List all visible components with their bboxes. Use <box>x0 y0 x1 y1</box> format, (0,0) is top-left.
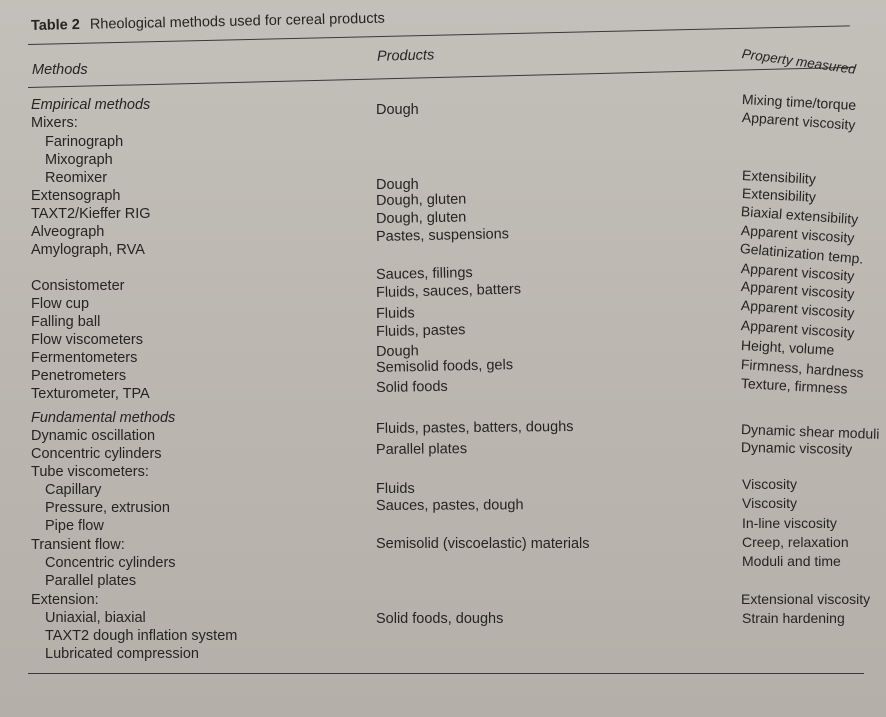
property-cell: Viscosity <box>742 476 797 492</box>
header-methods: Methods <box>32 62 88 78</box>
product-cell: Fluids <box>375 305 415 322</box>
method-section: Empirical methods <box>31 97 151 113</box>
product-cell: Dough <box>375 343 419 360</box>
property-cell: Apparent viscosity <box>740 260 855 284</box>
property-cell: Extensibility <box>741 185 817 205</box>
method-cell: Lubricated compression <box>45 646 199 662</box>
method-cell: TAXT2/Kieffer RIG <box>31 206 151 222</box>
method-cell: Penetrometers <box>31 368 127 384</box>
method-cell: Parallel plates <box>45 573 137 589</box>
product-cell: Fluids, pastes, batters, doughs <box>375 418 574 437</box>
property-cell: Creep, relaxation <box>742 534 849 550</box>
table-caption: Rheological methods used for cereal products <box>89 10 385 33</box>
method-cell: Capillary <box>45 482 102 498</box>
product-cell: Pastes, suspensions <box>375 226 510 245</box>
property-cell: Firmness, hardness <box>740 356 865 381</box>
method-cell: Consistometer <box>31 278 125 294</box>
method-cell: Amylograph, RVA <box>31 242 145 258</box>
property-cell: Viscosity <box>742 495 797 511</box>
product-cell: Dough <box>376 177 419 193</box>
product-cell: Dough <box>376 102 419 118</box>
product-cell: Sauces, fillings <box>375 264 473 283</box>
method-cell: Concentric cylinders <box>45 555 176 571</box>
product-cell: Semisolid (viscoelastic) materials <box>376 536 590 552</box>
header-property: Property measured <box>740 46 857 77</box>
property-cell: Moduli and time <box>742 553 841 569</box>
method-cell: Uniaxial, biaxial <box>45 610 146 626</box>
property-cell: Texture, firmness <box>740 375 848 397</box>
product-cell: Dough, gluten <box>375 191 467 209</box>
method-group: Mixers: <box>31 115 78 131</box>
property-cell: Dynamic shear moduli <box>740 421 880 442</box>
product-cell: Fluids, pastes <box>375 322 466 340</box>
property-cell: Mixing time/torque <box>741 91 857 113</box>
property-cell: Apparent viscosity <box>740 297 855 321</box>
method-cell: Fermentometers <box>31 350 138 366</box>
method-cell: Concentric cylinders <box>31 446 162 462</box>
product-cell: Fluids <box>375 480 415 497</box>
property-cell: Apparent viscosity <box>740 278 855 302</box>
property-cell: Biaxial extensibility <box>740 203 859 228</box>
bottom-rule <box>28 673 864 674</box>
method-cell: Reomixer <box>45 170 108 186</box>
property-cell: Extensional viscosity <box>741 591 871 607</box>
table-label: Table 2 <box>30 16 81 34</box>
property-cell: Strain hardening <box>742 610 845 626</box>
product-cell: Sauces, pastes, dough <box>375 497 524 514</box>
table-title <box>31 11 385 34</box>
method-cell: Pipe flow <box>45 518 104 534</box>
product-cell: Solid foods, doughs <box>376 611 504 627</box>
property-cell: Dynamic viscosity <box>740 439 853 457</box>
method-section: Fundamental methods <box>31 410 176 426</box>
product-cell: Semisolid foods, gels <box>375 357 514 376</box>
product-cell: Fluids, sauces, batters <box>375 281 522 301</box>
property-cell: Height, volume <box>740 337 835 358</box>
property-cell: Apparent viscosity <box>741 109 856 133</box>
method-cell: Flow viscometers <box>31 332 143 348</box>
header-rule <box>28 67 856 88</box>
property-cell: Gelatinization temp. <box>739 240 864 267</box>
property-cell: In-line viscosity <box>742 515 837 531</box>
header-products: Products <box>376 47 435 65</box>
method-cell: Farinograph <box>45 134 124 150</box>
method-cell: TAXT2 dough inflation system <box>45 628 238 644</box>
method-cell: Flow cup <box>31 296 90 312</box>
product-cell: Solid foods <box>375 378 448 396</box>
method-cell: Texturometer, TPA <box>31 386 150 402</box>
method-group: Tube viscometers: <box>31 464 149 480</box>
product-cell: Dough, gluten <box>375 209 467 227</box>
property-cell: Extensibility <box>741 167 817 187</box>
method-group: Extension: <box>31 592 99 608</box>
method-group: Transient flow: <box>31 537 125 553</box>
property-cell: Apparent viscosity <box>740 317 855 341</box>
method-cell: Dynamic oscillation <box>31 428 156 444</box>
product-cell: Parallel plates <box>375 441 468 458</box>
property-cell: Apparent viscosity <box>740 222 855 246</box>
method-cell: Pressure, extrusion <box>45 500 170 516</box>
method-cell: Mixograph <box>45 152 113 168</box>
method-cell: Alveograph <box>31 224 105 240</box>
method-cell: Falling ball <box>31 314 101 330</box>
method-cell: Extensograph <box>31 188 121 204</box>
